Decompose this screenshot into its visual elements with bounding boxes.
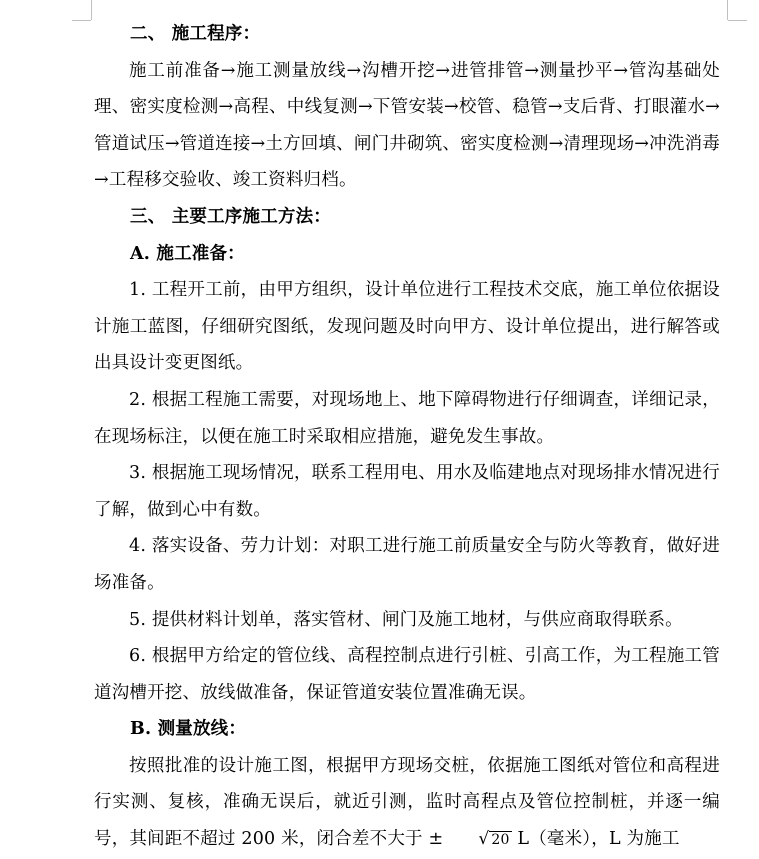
survey-paragraph [94, 748, 720, 859]
sqrt-formula [443, 821, 511, 859]
survey-text-part2: L（毫米），L 为施工 [511, 829, 680, 850]
preparation-item-3: 3. 根据施工现场情况，联系工程用电、用水及临建地点对现场排水情况进行了解，做到心中有数。 [94, 463, 720, 520]
document-body [94, 16, 720, 859]
crop-mark-top-left-vertical [91, 0, 92, 20]
preparation-item-5: 5. 提供材料计划单，落实管材、闸门及施工地材，与供应商取得联系。 [129, 609, 683, 630]
section-heading-procedure: 二、 施工程序： [130, 24, 261, 44]
subsection-heading-preparation: A. 施工准备： [130, 243, 245, 264]
crop-mark-top-right-vertical [727, 0, 728, 20]
preparation-item-4: 4. 落实设备、劳力计划：对职工进行施工前质量安全与防火等教育，做好进场准备。 [94, 536, 720, 593]
sqrt-radicand: 20 [491, 832, 510, 849]
crop-mark-top-right-horizontal [728, 20, 747, 21]
section-heading-methods: 三、 主要工序施工方法： [130, 206, 331, 227]
sqrt-radical-sign: √ [478, 829, 490, 850]
procedure-paragraph: 施工前准备→施工测量放线→沟槽开挖→进管排管→测量抄平→管沟基础处理、密实度检测→高程、中线复测→下管安装→校管、稳管→支后背、打眼灌水→管道试压→管道连接→土方回填、闸门井砌筑、密实度检测→清理现场→冲洗消毒→工程移交验收、竣工资料归档。 [94, 60, 720, 191]
preparation-item-6: 6. 根据甲方给定的管位线、高程控制点进行引桩、引高工作，为工程施工管道沟槽开挖、放线做准备，保证管道安装位置准确无误。 [94, 646, 720, 703]
subsection-heading-survey: B. 测量放线： [130, 719, 247, 740]
preparation-item-2: 2. 根据工程施工需要，对现场地上、地下障碍物进行仔细调查，详细记录，在现场标注，以便在施工时采取相应措施，避免发生事故。 [94, 389, 720, 447]
preparation-item-1: 1. 工程开工前，由甲方组织，设计单位进行工程技术交底，施工单位依据设计施工蓝图，仔细研究图纸，发现问题及时向甲方、设计单位提出，进行解答或出具设计变更图纸。 [94, 280, 720, 374]
crop-mark-top-left-horizontal [72, 20, 91, 21]
survey-text-part1: 按照批准的设计施工图，根据甲方现场交桩，依据施工图纸对管位和高程进行实测、复核，准确无误后，就近引测，监时高程点及管位控制桩，并逐一编号，其间距不超过 200 米，闭合差不大于 ± [94, 755, 720, 850]
